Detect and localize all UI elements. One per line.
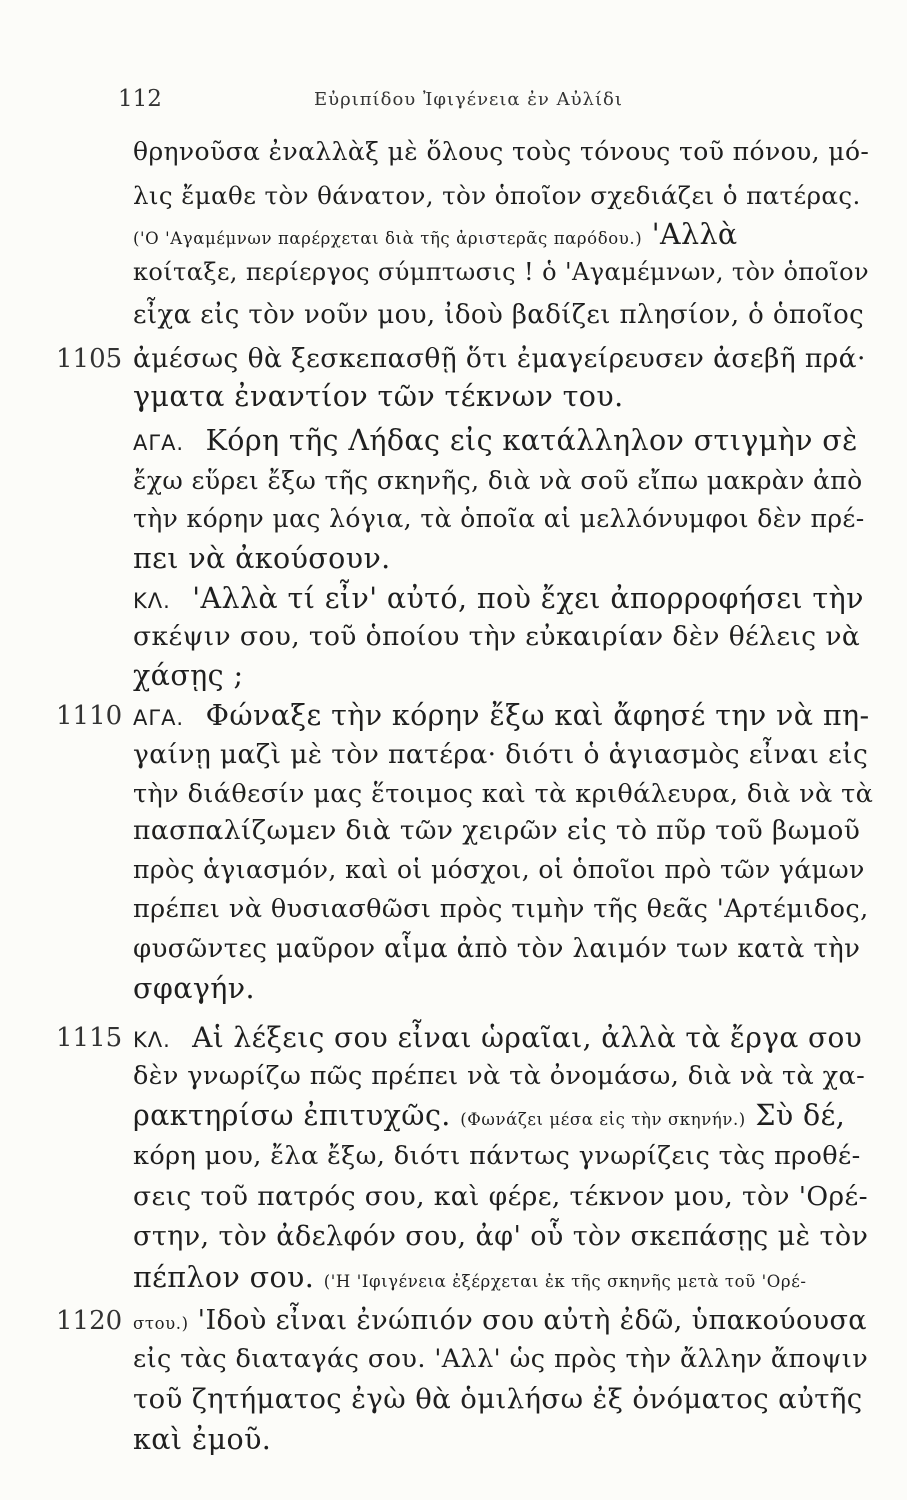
- stage-direction: ('Ο 'Αγαμέμνων παρέρχεται διὰ τῆς ἀριστερᾶς παρόδου.): [133, 229, 643, 248]
- stage-direction: στου.): [133, 1314, 189, 1333]
- text-line: χάσῃς ;: [133, 659, 244, 692]
- speaker-label: ΑΓΑ.: [133, 431, 185, 455]
- text-line: σεις τοῦ πατρός σου, καὶ φέρε, τέκνον μου, τὸν 'Ορέ-: [133, 1181, 869, 1212]
- text-line: εἰς τὰς διαταγάς σου. 'Αλλ' ὡς πρὸς τὴν ἄλλην ἄποψιν: [133, 1344, 869, 1374]
- text-fragment: 'Αλλὰ τί εἶν' αὐτό, ποὺ ἔχει ἀπορροφήσει τὴν: [192, 582, 864, 615]
- text-line: λις ἔμαθε τὸν θάνατον, τὸν ὁποῖον σχεδιάζει ὁ πατέρας.: [133, 181, 861, 210]
- text-line: καὶ ἐμοῦ.: [133, 1423, 272, 1456]
- text-line: ἀμέσως θὰ ξεσκεπασθῇ ὅτι ἐμαγείρευσεν ἀσεβῆ πρά·: [133, 343, 866, 374]
- text-line: σφαγήν.: [133, 972, 255, 1005]
- speaker-label: ΚΛ.: [133, 589, 171, 613]
- text-line: σκέψιν σου, τοῦ ὁποίου τὴν εὐκαιρίαν δὲν θέλεις νὰ: [133, 621, 861, 652]
- line-number-1120: 1120: [56, 1306, 123, 1336]
- speaker-label: ΑΓΑ.: [133, 706, 185, 730]
- text-line: εἶχα εἰς τὸν νοῦν μου, ἰδοὺ βαδίζει πλησίον, ὁ ὁποῖος: [133, 300, 865, 330]
- text-line: [133, 1019, 873, 1059]
- text-line: πει νὰ ἀκούσουν.: [133, 542, 391, 575]
- text-fragment: Φώναξε τὴν κόρην ἔξω καὶ ἄφησέ την νὰ πη-: [205, 699, 870, 732]
- text-fragment: 'Ιδοὺ εἶναι ἐνώπιόν σου αὐτὴ ἐδῶ, ὑπακούουσα: [197, 1305, 867, 1336]
- text-line: κόρη μου, ἔλα ἔξω, διότι πάντως γνωρίζεις τὰς προθέ-: [133, 1141, 861, 1171]
- stage-direction: (Φωνάζει μέσα εἰς τὴν σκηνήν.): [460, 1110, 746, 1129]
- text-line: κοίταξε, περίεργος σύμπτωσις ! ὁ 'Αγαμέμνων, τὸν ὁποῖον: [133, 258, 869, 286]
- text-line: πρὸς ἁγιασμόν, καὶ οἱ μόσχοι, οἱ ὁποῖοι πρὸ τῶν γάμων: [133, 855, 865, 884]
- text-line: [133, 422, 873, 462]
- text-line: [133, 1097, 873, 1139]
- line-number-1115: 1115: [56, 1023, 123, 1053]
- text-line: [133, 580, 873, 620]
- speaker-label: ΚΛ.: [133, 1028, 171, 1052]
- text-line: τοῦ ζητήματος ἐγὼ θὰ ὁμιλήσω ἐξ ὀνόματος αὐτῆς: [133, 1383, 863, 1415]
- text-fragment: Σὺ δέ,: [755, 1099, 846, 1132]
- text-line: γματα ἐναντίον τῶν τέκνων του.: [133, 380, 624, 413]
- text-line: πασπαλίζωμεν διὰ τῶν χειρῶν εἰς τὸ πῦρ τοῦ βωμοῦ: [133, 815, 861, 846]
- stage-direction: ('Η 'Ιφιγένεια ἐξέρχεται ἐκ τῆς σκηνῆς μετὰ τοῦ 'Ορέ-: [323, 1272, 807, 1291]
- text-line: στην, τὸν ἀδελφόν σου, ἀφ' οὗ τὸν σκεπάσῃς μὲ τὸν: [133, 1221, 869, 1252]
- line-number-1110: 1110: [56, 701, 123, 731]
- text-line: [133, 1259, 873, 1301]
- text-line: τὴν κόρην μας λόγια, τὰ ὁποῖα αἱ μελλόνυμφοι δὲν πρέ-: [133, 504, 865, 533]
- text-line: [133, 697, 873, 737]
- text-line: [133, 216, 873, 258]
- text-line: [133, 1302, 873, 1343]
- text-line: πρέπει νὰ θυσιασθῶσι πρὸς τιμὴν τῆς θεᾶς 'Αρτέμιδος,: [133, 894, 869, 924]
- text-fragment: Αἱ λέξεις σου εἶναι ὡραῖαι, ἀλλὰ τὰ ἔργα σου: [192, 1021, 863, 1054]
- text-fragment: Κόρη τῆς Λήδας εἰς κατάλληλον στιγμὴν σὲ: [205, 424, 858, 457]
- page-header: [118, 86, 708, 116]
- text-line: γαίνῃ μαζὶ μὲ τὸν πατέρα· διότι ὁ ἁγιασμὸς εἶναι εἰς: [133, 739, 869, 770]
- text-line: φυσῶντες μαῦρον αἷμα ἀπὸ τὸν λαιμόν των κατὰ τὴν: [133, 934, 861, 964]
- text-fragment: ρακτηρίσω ἐπιτυχῶς.: [133, 1099, 451, 1132]
- text-fragment: πέπλον σου.: [133, 1261, 315, 1294]
- page-number: 112: [118, 86, 162, 112]
- text-line: ἔχω εὕρει ἔξω τῆς σκηνῆς, διὰ νὰ σοῦ εἴπω μακρὰν ἀπὸ: [133, 466, 863, 495]
- line-number-1105: 1105: [56, 344, 123, 374]
- text-fragment: 'Αλλὰ: [651, 218, 738, 251]
- text-line: δὲν γνωρίζω πῶς πρέπει νὰ τὰ ὀνομάσω, διὰ νὰ τὰ χα-: [133, 1061, 866, 1091]
- text-line: θρηνοῦσα ἐναλλὰξ μὲ ὅλους τοὺς τόνους τοῦ πόνου, μό-: [133, 137, 870, 166]
- text-line: τὴν διάθεσίν μας ἕτοιμος καὶ τὰ κριθάλευρα, διὰ νὰ τὰ: [133, 779, 874, 809]
- running-title: Εὐριπίδου Ἰφιγένεια ἐν Αὐλίδι: [314, 89, 623, 110]
